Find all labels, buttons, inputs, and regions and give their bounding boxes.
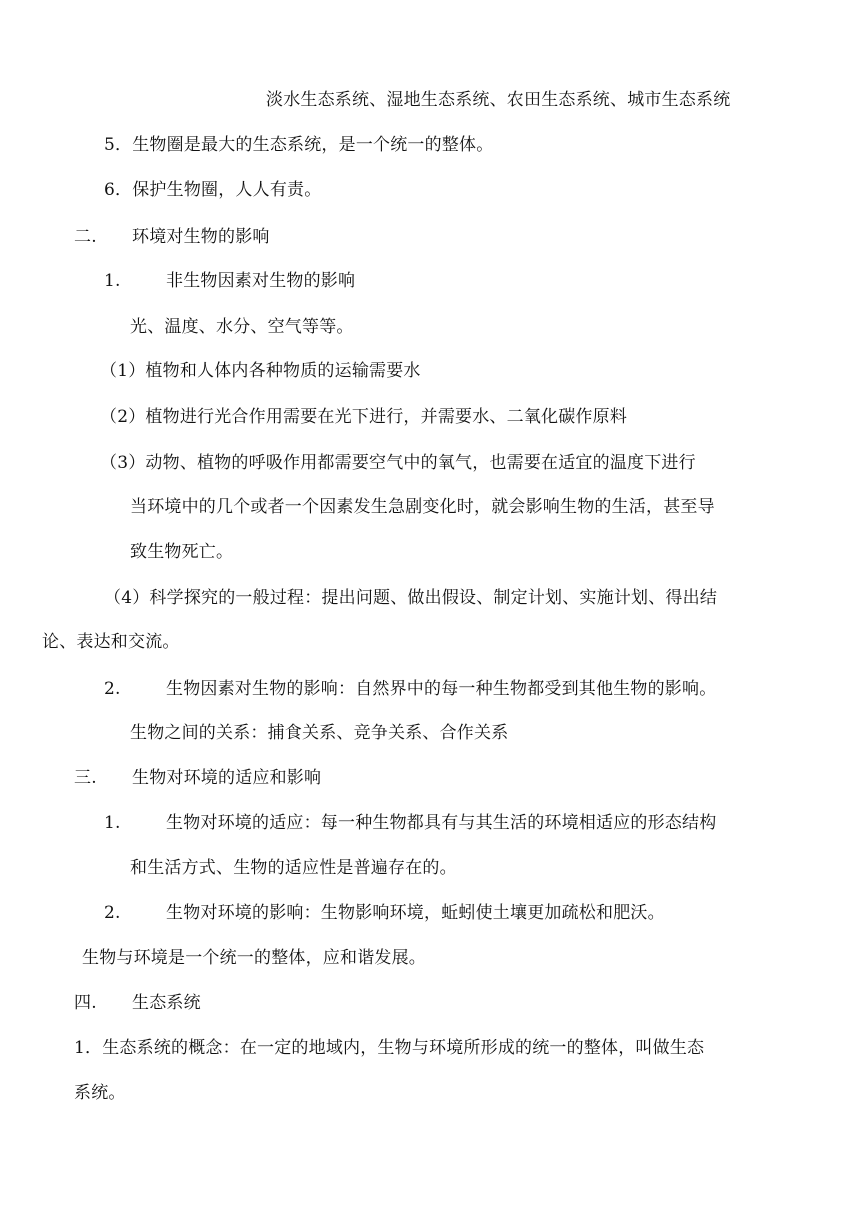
ecosystem-types-line: 淡水生态系统、湿地生态系统、农田生态系统、城市生态系统: [266, 90, 731, 110]
section-title: 生态系统: [132, 993, 201, 1013]
subsection-3-2-influence: [104, 900, 665, 926]
section-number: 三.: [74, 768, 97, 788]
subsection-number: 2.: [104, 679, 121, 699]
subsection-text: 生物因素对生物的影响：自然界中的每一种生物都受到其他生物的影响。: [166, 679, 717, 699]
section-3-heading: [74, 765, 321, 791]
subsection-2-1-heading: [104, 268, 355, 294]
abiotic-factors-list: 光、温度、水分、空气等等。: [130, 317, 354, 337]
adaptation-continuation: 和生活方式、生物的适应性是普遍存在的。: [130, 858, 457, 878]
subsection-3-1-adaptation: [104, 810, 716, 836]
subsection-number: 1.: [104, 813, 121, 833]
section-number: 二.: [74, 227, 97, 247]
point-3-respiration: （3）动物、植物的呼吸作用都需要空气中的氧气，也需要在适宜的温度下进行: [100, 453, 696, 473]
point-4-scientific-inquiry: （4）科学探究的一般过程：提出问题、做出假设、制定计划、实施计划、得出结: [104, 588, 718, 608]
point-4-continuation: 论、表达和交流。: [42, 632, 180, 652]
ecosystem-concept: 1．生态系统的概念：在一定的地域内，生物与环境所形成的统一的整体，叫做生态: [74, 1038, 705, 1058]
section-title: 环境对生物的影响: [132, 227, 270, 247]
environment-change-line-1: 当环境中的几个或者一个因素发生急剧变化时，就会影响生物的生活，甚至导: [130, 497, 715, 517]
subsection-number: 1.: [104, 271, 121, 291]
point-2-photosynthesis: （2）植物进行光合作用需要在光下进行，并需要水、二氧化碳作原料: [100, 407, 628, 427]
subsection-2-2-biotic-factors: [104, 676, 716, 702]
harmony-statement: 生物与环境是一个统一的整体，应和谐发展。: [82, 948, 426, 968]
section-2-heading: [74, 224, 270, 250]
item-5-biosphere: 5．生物圈是最大的生态系统，是一个统一的整体。: [104, 135, 494, 155]
section-4-heading: [74, 990, 201, 1016]
section-number: 四.: [74, 993, 97, 1013]
subsection-title: 非生物因素对生物的影响: [166, 271, 356, 291]
point-1-water: （1）植物和人体内各种物质的运输需要水: [100, 361, 421, 381]
subsection-text: 生物对环境的适应：每一种生物都具有与其生活的环境相适应的形态结构: [166, 813, 717, 833]
subsection-number: 2.: [104, 903, 121, 923]
ecosystem-concept-continuation: 系统。: [74, 1083, 126, 1103]
environment-change-line-2: 致生物死亡。: [130, 542, 234, 562]
biotic-relationships: 生物之间的关系：捕食关系、竞争关系、合作关系: [130, 723, 509, 743]
subsection-text: 生物对环境的影响：生物影响环境，蚯蚓使土壤更加疏松和肥沃。: [166, 903, 665, 923]
item-6-protect-biosphere: 6．保护生物圈，人人有责。: [104, 180, 322, 200]
section-title: 生物对环境的适应和影响: [132, 768, 322, 788]
